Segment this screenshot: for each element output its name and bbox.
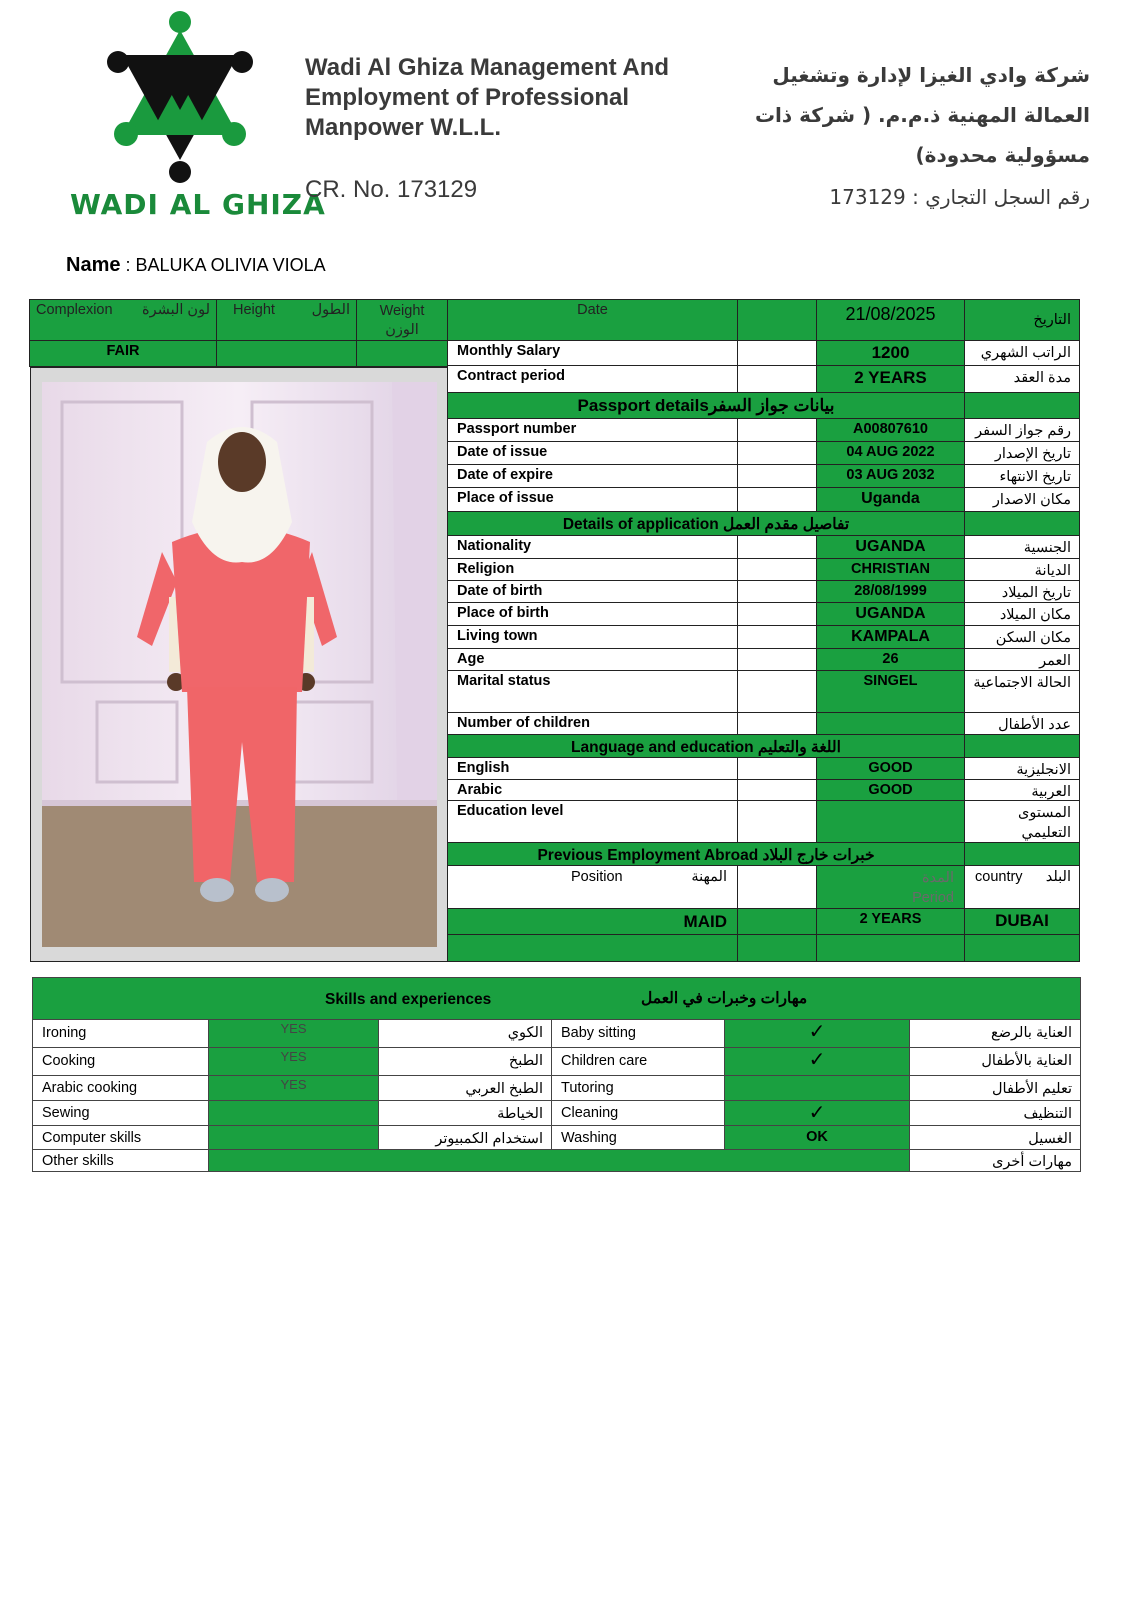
spacer-cell <box>737 418 817 442</box>
issue-date-ar: تاريخ الإصدار <box>964 441 1080 465</box>
complexion-value: FAIR <box>29 340 217 367</box>
other-skills-ar: مهارات أخرى <box>909 1149 1081 1172</box>
employment-country-value: DUBAI <box>964 908 1080 935</box>
expire-date-value: 03 AUG 2032 <box>816 464 965 488</box>
education-ar: المستوى التعليمي <box>964 800 1080 843</box>
skill-babysitting-check: ✓ <box>724 1019 910 1048</box>
education-value <box>816 800 965 843</box>
marital-status-label: Marital status <box>447 670 738 713</box>
arabic-ar: العربية <box>964 779 1080 801</box>
spacer-cell <box>737 800 817 843</box>
place-of-issue-label: Place of issue <box>447 487 738 512</box>
living-town-value: KAMPALA <box>816 625 965 649</box>
photo-frame <box>30 367 448 962</box>
skill-cleaning-check: ✓ <box>724 1100 910 1126</box>
age-ar: العمر <box>964 648 1080 671</box>
skill-cleaning-label: Cleaning <box>551 1100 725 1126</box>
date-value: 21/08/2025 <box>816 299 965 341</box>
skill-cooking-ar: الطبخ <box>378 1047 552 1076</box>
skills-title: Skills and experiences مهارات وخبرات في العمل <box>32 977 1081 1020</box>
spacer-cell <box>737 441 817 465</box>
contract-label: Contract period <box>447 365 738 393</box>
position-header: Position المهنة <box>447 865 738 909</box>
skill-arabic-cooking-ar: الطبخ العربي <box>378 1075 552 1101</box>
skill-tutoring-check <box>724 1075 910 1101</box>
english-ar: الانجليزية <box>964 757 1080 780</box>
spacer-cell <box>737 602 817 626</box>
other-skills-label: Other skills <box>32 1149 209 1172</box>
spacer-cell <box>737 779 817 801</box>
nationality-label: Nationality <box>447 535 738 559</box>
marital-status-value: SINGEL <box>816 670 965 713</box>
candidate-name: Name : BALUKA OLIVIA VIOLA <box>66 254 326 276</box>
skill-childcare-check: ✓ <box>724 1047 910 1076</box>
spacer-cell <box>737 580 817 603</box>
height-header: Height الطول <box>216 299 357 341</box>
skill-computer-label: Computer skills <box>32 1125 209 1150</box>
skill-cleaning-ar: التنظيف <box>909 1100 1081 1126</box>
spacer-cell <box>737 865 817 909</box>
title-spacer <box>964 511 1080 536</box>
passport-number-label: Passport number <box>447 418 738 442</box>
skill-ironing-ar: الكوي <box>378 1019 552 1048</box>
logo-wordmark: WADI AL GHIZA <box>70 188 326 221</box>
contract-value: 2 YEARS <box>816 365 965 393</box>
salary-label-ar: الراتب الشهري <box>964 340 1080 366</box>
contract-label-ar: مدة العقد <box>964 365 1080 393</box>
skill-babysitting-ar: العناية بالرضع <box>909 1019 1081 1048</box>
salary-label: Monthly Salary <box>447 340 738 366</box>
children-value <box>816 712 965 735</box>
skill-ironing-value: YES <box>208 1019 379 1048</box>
cr-number-en: CR. No. 173129 <box>305 176 478 203</box>
expire-date-label: Date of expire <box>447 464 738 488</box>
nationality-ar: الجنسية <box>964 535 1080 559</box>
title-spacer <box>964 734 1080 758</box>
spacer-cell <box>737 757 817 780</box>
education-label: Education level <box>447 800 738 843</box>
skill-computer-value <box>208 1125 379 1150</box>
empty-cell <box>737 934 817 962</box>
date-label-ar: التاريخ <box>964 299 1080 341</box>
spacer-cell <box>737 464 817 488</box>
marital-status-ar: الحالة الاجتماعية <box>964 670 1080 713</box>
skill-washing-label: Washing <box>551 1125 725 1150</box>
expire-date-ar: تاريخ الانتهاء <box>964 464 1080 488</box>
skill-sewing-ar: الخياطة <box>378 1100 552 1126</box>
dob-label: Date of birth <box>447 580 738 603</box>
application-section-title: Details of application تفاصيل مقدم العمل <box>447 511 965 536</box>
skill-tutoring-ar: تعليم الأطفال <box>909 1075 1081 1101</box>
place-of-issue-ar: مكان الاصدار <box>964 487 1080 512</box>
nationality-value: UGANDA <box>816 535 965 559</box>
language-section-title: Language and education اللغة والتعليم <box>447 734 965 758</box>
skill-computer-ar: استخدام الكمبيوتر <box>378 1125 552 1150</box>
passport-number-ar: رقم جواز السفر <box>964 418 1080 442</box>
skill-childcare-ar: العناية بالأطفال <box>909 1047 1081 1076</box>
complexion-header: Complexion لون البشرة <box>29 299 217 341</box>
living-town-label: Living town <box>447 625 738 649</box>
candidate-photo <box>42 382 437 947</box>
religion-value: CHRISTIAN <box>816 558 965 581</box>
children-label: Number of children <box>447 712 738 735</box>
cr-number-ar: رقم السجل التجاري : 173129 <box>829 185 1090 209</box>
arabic-value: GOOD <box>816 779 965 801</box>
spacer-cell <box>737 340 817 366</box>
height-value <box>216 340 357 367</box>
dob-value: 28/08/1999 <box>816 580 965 603</box>
employment-position-value: MAID <box>447 908 738 935</box>
spacer-cell <box>737 558 817 581</box>
country-header: country البلد <box>964 865 1080 909</box>
employment-period-value: 2 YEARS <box>816 908 965 935</box>
spacer-cell <box>737 712 817 735</box>
passport-section-title: Passport detailsبيانات جواز السفر <box>447 392 965 419</box>
date-header: Date <box>447 299 738 341</box>
skill-ironing-label: Ironing <box>32 1019 209 1048</box>
english-label: English <box>447 757 738 780</box>
empty-cell <box>964 934 1080 962</box>
skill-washing-value: OK <box>724 1125 910 1150</box>
passport-number-value: A00807610 <box>816 418 965 442</box>
skill-arabic-cooking-value: YES <box>208 1075 379 1101</box>
spacer-cell <box>737 625 817 649</box>
living-town-ar: مكان السكن <box>964 625 1080 649</box>
pob-label: Place of birth <box>447 602 738 626</box>
spacer-cell <box>737 908 817 935</box>
english-value: GOOD <box>816 757 965 780</box>
skill-tutoring-label: Tutoring <box>551 1075 725 1101</box>
empty-cell <box>447 934 738 962</box>
weight-value <box>356 340 448 367</box>
arabic-label: Arabic <box>447 779 738 801</box>
pob-value: UGANDA <box>816 602 965 626</box>
skill-childcare-label: Children care <box>551 1047 725 1076</box>
salary-value: 1200 <box>816 340 965 366</box>
skill-cooking-value: YES <box>208 1047 379 1076</box>
skill-sewing-label: Sewing <box>32 1100 209 1126</box>
spacer-cell <box>737 670 817 713</box>
age-value: 26 <box>816 648 965 671</box>
skill-arabic-cooking-label: Arabic cooking <box>32 1075 209 1101</box>
spacer-cell <box>737 487 817 512</box>
spacer-cell <box>737 648 817 671</box>
religion-ar: الديانة <box>964 558 1080 581</box>
letterhead <box>60 10 1090 240</box>
skill-babysitting-label: Baby sitting <box>551 1019 725 1048</box>
place-of-issue-value: Uganda <box>816 487 965 512</box>
period-header: المدة Period <box>816 865 965 909</box>
issue-date-label: Date of issue <box>447 441 738 465</box>
company-name-en: Wadi Al Ghiza Management And Employment of Professional Manpower W.L.L. <box>305 54 670 141</box>
spacer-cell <box>737 365 817 393</box>
religion-label: Religion <box>447 558 738 581</box>
title-spacer <box>964 842 1080 866</box>
title-spacer <box>964 392 1080 419</box>
empty-cell <box>816 934 965 962</box>
company-name-ar: شركة وادي الغيزا لإدارة وتشغيل العمالة المهنية ذ.م.م. ( شركة ذات مسؤولية محدودة) <box>754 63 1090 167</box>
other-skills-value <box>208 1149 910 1172</box>
pob-ar: مكان الميلاد <box>964 602 1080 626</box>
dob-ar: تاريخ الميلاد <box>964 580 1080 603</box>
issue-date-value: 04 AUG 2022 <box>816 441 965 465</box>
skill-washing-ar: الغسيل <box>909 1125 1081 1150</box>
date-spacer <box>737 299 817 341</box>
spacer-cell <box>737 535 817 559</box>
skill-cooking-label: Cooking <box>32 1047 209 1076</box>
age-label: Age <box>447 648 738 671</box>
weight-header: Weight الوزن <box>356 299 448 341</box>
children-ar: عدد الأطفال <box>964 712 1080 735</box>
employment-section-title: Previous Employment Abroad خبرات خارج البلاد <box>447 842 965 866</box>
skill-sewing-value <box>208 1100 379 1126</box>
